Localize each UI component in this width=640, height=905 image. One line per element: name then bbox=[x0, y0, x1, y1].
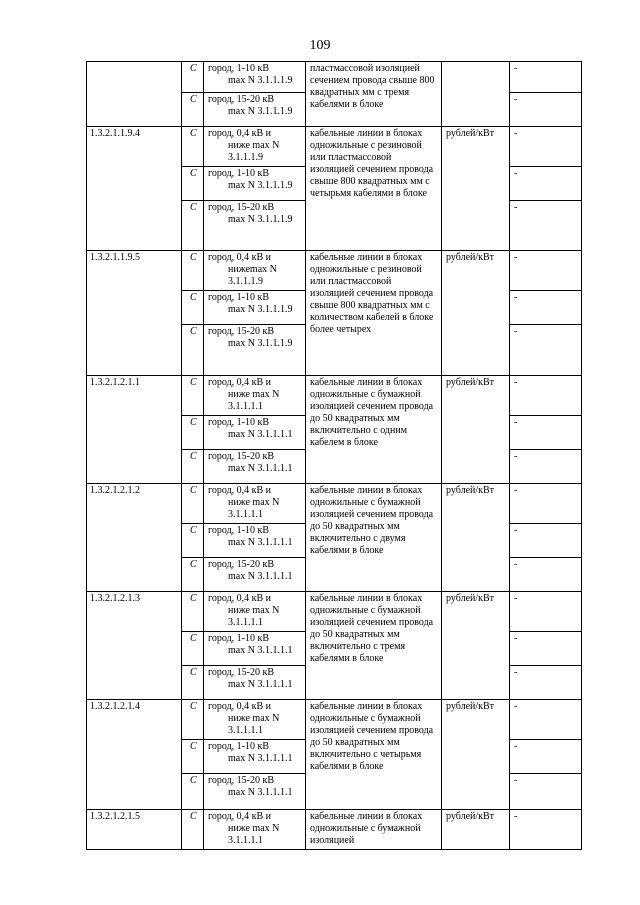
category-line-2: max N 3.1.1.1.1 bbox=[228, 679, 293, 690]
row-category-letter: C bbox=[182, 666, 204, 700]
row-unit: рублей/кВт bbox=[442, 810, 510, 850]
row-value: - bbox=[510, 376, 582, 416]
row-value: - bbox=[510, 774, 582, 810]
category-line-2: max N 3.1.1.1.9 bbox=[228, 180, 293, 191]
table-body bbox=[87, 62, 582, 850]
category-line-1: город, 15-20 кВ bbox=[208, 559, 275, 570]
row-category-letter: C bbox=[182, 810, 204, 850]
row-unit: рублей/кВт bbox=[442, 376, 510, 484]
row-category bbox=[204, 810, 306, 850]
row-value: - bbox=[510, 450, 582, 484]
category-line-2: max N 3.1.1.1.9 bbox=[228, 106, 293, 117]
row-category-letter: C bbox=[182, 774, 204, 810]
row-category-letter: C bbox=[182, 127, 204, 167]
row-category-letter: C bbox=[182, 201, 204, 251]
row-category-letter: C bbox=[182, 592, 204, 632]
row-category bbox=[204, 666, 306, 700]
row-value: - bbox=[510, 325, 582, 376]
row-category bbox=[204, 167, 306, 201]
row-unit: рублей/кВт bbox=[442, 700, 510, 810]
row-value: - bbox=[510, 810, 582, 850]
category-line-1: город, 0,4 кВ и bbox=[208, 377, 272, 388]
row-category-letter: C bbox=[182, 62, 204, 93]
row-category bbox=[204, 700, 306, 740]
row-value: - bbox=[510, 740, 582, 774]
row-category bbox=[204, 201, 306, 251]
table-row bbox=[87, 127, 582, 167]
row-description: кабельные линии в блоках одножильные с резиновой или пластмассовой изоляцией сечением провода свыше 800 квадратных мм с количеством кабелей в блоке более четырех bbox=[306, 251, 442, 376]
page-number: 109 bbox=[309, 38, 331, 53]
row-category-letter: C bbox=[182, 291, 204, 325]
row-value: - bbox=[510, 167, 582, 201]
row-category-letter: C bbox=[182, 93, 204, 127]
table-row bbox=[87, 592, 582, 632]
category-line-2: max N 3.1.1.1.9 bbox=[228, 214, 293, 225]
category-line-1: город, 0,4 кВ и bbox=[208, 593, 272, 604]
tariff-table bbox=[86, 61, 582, 850]
category-line-1: город, 15-20 кВ bbox=[208, 326, 275, 337]
row-category-letter: C bbox=[182, 251, 204, 291]
category-line-1: город, 1-10 кВ bbox=[208, 63, 270, 74]
row-category-letter: C bbox=[182, 632, 204, 666]
category-line-2: max N 3.1.1.1.1 bbox=[228, 787, 293, 798]
category-line-2: max N 3.1.1.1.1 bbox=[228, 537, 293, 548]
row-category bbox=[204, 632, 306, 666]
row-value: - bbox=[510, 62, 582, 93]
row-value: - bbox=[510, 484, 582, 524]
row-description: кабельные линии в блоках одножильные с бумажной изоляцией сечением провода до 50 квадратных мм включительно с тремя кабелями в блоке bbox=[306, 592, 442, 700]
row-category bbox=[204, 325, 306, 376]
row-unit bbox=[442, 62, 510, 127]
row-description: кабельные линии в блоках одножильные с бумажной изоляцией сечением провода до 50 квадратных мм включительно с одним кабелем в блоке bbox=[306, 376, 442, 484]
row-unit: рублей/кВт bbox=[442, 251, 510, 376]
row-category bbox=[204, 376, 306, 416]
row-category bbox=[204, 93, 306, 127]
table-row bbox=[87, 251, 582, 291]
row-value: - bbox=[510, 666, 582, 700]
category-line-2: ниже max N 3.1.1.1.1 bbox=[228, 823, 280, 846]
row-category bbox=[204, 558, 306, 592]
row-description: кабельные линии в блоках одножильные с бумажной изоляцией сечением провода до 50 квадратных мм включительно с двумя кабелями в блоке bbox=[306, 484, 442, 592]
category-line-1: город, 0,4 кВ и bbox=[208, 485, 272, 496]
row-value: - bbox=[510, 558, 582, 592]
row-description: кабельные линии в блоках одножильные с бумажной изоляцией bbox=[306, 810, 442, 850]
row-category bbox=[204, 450, 306, 484]
row-category bbox=[204, 62, 306, 93]
category-line-2: ниже max N 3.1.1.1.1 bbox=[228, 389, 280, 412]
row-category-letter: C bbox=[182, 740, 204, 774]
row-value: - bbox=[510, 524, 582, 558]
category-line-2: ниже max N 3.1.1.1.9 bbox=[228, 140, 280, 163]
row-category-letter: C bbox=[182, 558, 204, 592]
row-category-letter: C bbox=[182, 700, 204, 740]
row-description: кабельные линии в блоках одножильные с бумажной изоляцией сечением провода до 50 квадратных мм включительно с четырьмя кабелями в блоке bbox=[306, 700, 442, 810]
category-line-1: город, 15-20 кВ bbox=[208, 667, 275, 678]
row-category-letter: C bbox=[182, 167, 204, 201]
row-code: 1.3.2.1.2.1.5 bbox=[87, 810, 182, 850]
category-line-1: город, 0,4 кВ и bbox=[208, 252, 272, 263]
category-line-2: max N 3.1.1.1.1 bbox=[228, 645, 293, 656]
row-value: - bbox=[510, 93, 582, 127]
row-value: - bbox=[510, 416, 582, 450]
category-line-2: max N 3.1.1.1.1 bbox=[228, 429, 293, 440]
category-line-2: ниже max N 3.1.1.1.1 bbox=[228, 605, 280, 628]
category-line-1: город, 1-10 кВ bbox=[208, 417, 270, 428]
row-category-letter: C bbox=[182, 376, 204, 416]
row-value: - bbox=[510, 291, 582, 325]
row-category bbox=[204, 127, 306, 167]
table-row bbox=[87, 484, 582, 524]
row-value: - bbox=[510, 632, 582, 666]
row-category bbox=[204, 592, 306, 632]
row-value: - bbox=[510, 201, 582, 251]
row-category bbox=[204, 774, 306, 810]
category-line-2: max N 3.1.1.1.9 bbox=[228, 338, 293, 349]
category-line-1: город, 15-20 кВ bbox=[208, 202, 275, 213]
category-line-1: город, 0,4 кВ и bbox=[208, 128, 272, 139]
row-unit: рублей/кВт bbox=[442, 127, 510, 251]
table-row bbox=[87, 376, 582, 416]
row-unit: рублей/кВт bbox=[442, 592, 510, 700]
row-category bbox=[204, 416, 306, 450]
row-code bbox=[87, 62, 182, 127]
category-line-1: город, 0,4 кВ и bbox=[208, 811, 272, 822]
category-line-2: max N 3.1.1.1.1 bbox=[228, 463, 293, 474]
row-category bbox=[204, 740, 306, 774]
category-line-1: город, 15-20 кВ bbox=[208, 775, 275, 786]
row-category bbox=[204, 524, 306, 558]
row-category-letter: C bbox=[182, 416, 204, 450]
row-code: 1.3.2.1.2.1.4 bbox=[87, 700, 182, 810]
category-line-1: город, 1-10 кВ bbox=[208, 741, 270, 752]
row-category bbox=[204, 251, 306, 291]
row-category-letter: C bbox=[182, 484, 204, 524]
category-line-1: город, 1-10 кВ bbox=[208, 292, 270, 303]
row-description: кабельные линии в блоках одножильные с резиновой или пластмассовой изоляцией сечением провода свыше 800 квадратных мм с четырьмя кабелями в блоке bbox=[306, 127, 442, 251]
category-line-2: max N 3.1.1.1.1 bbox=[228, 571, 293, 582]
category-line-1: город, 15-20 кВ bbox=[208, 451, 275, 462]
row-code: 1.3.2.1.1.9.5 bbox=[87, 251, 182, 376]
row-value: - bbox=[510, 592, 582, 632]
category-line-2: ниже max N 3.1.1.1.1 bbox=[228, 497, 280, 520]
row-description: пластмассовой изоляцией сечением провода свыше 800 квадратных мм с тремя кабелями в блоке bbox=[306, 62, 442, 127]
category-line-1: город, 0,4 кВ и bbox=[208, 701, 272, 712]
row-category-letter: C bbox=[182, 450, 204, 484]
row-value: - bbox=[510, 127, 582, 167]
row-value: - bbox=[510, 251, 582, 291]
row-value: - bbox=[510, 700, 582, 740]
row-category bbox=[204, 484, 306, 524]
category-line-2: max N 3.1.1.1.9 bbox=[228, 75, 293, 86]
row-category-letter: C bbox=[182, 524, 204, 558]
table-row bbox=[87, 700, 582, 740]
category-line-1: город, 1-10 кВ bbox=[208, 633, 270, 644]
row-unit: рублей/кВт bbox=[442, 484, 510, 592]
row-category bbox=[204, 291, 306, 325]
category-line-1: город, 1-10 кВ bbox=[208, 525, 270, 536]
category-line-1: город, 1-10 кВ bbox=[208, 168, 270, 179]
category-line-2: max N 3.1.1.1.9 bbox=[228, 304, 293, 315]
row-code: 1.3.2.1.1.9.4 bbox=[87, 127, 182, 251]
row-code: 1.3.2.1.2.1.2 bbox=[87, 484, 182, 592]
row-code: 1.3.2.1.2.1.3 bbox=[87, 592, 182, 700]
table-row bbox=[87, 62, 582, 93]
category-line-2: нижеmax N 3.1.1.1.9 bbox=[228, 264, 277, 287]
category-line-2: ниже max N 3.1.1.1.1 bbox=[228, 713, 280, 736]
category-line-1: город, 15-20 кВ bbox=[208, 94, 275, 105]
row-code: 1.3.2.1.2.1.1 bbox=[87, 376, 182, 484]
table-row bbox=[87, 810, 582, 850]
row-category-letter: C bbox=[182, 325, 204, 376]
category-line-2: max N 3.1.1.1.1 bbox=[228, 753, 293, 764]
